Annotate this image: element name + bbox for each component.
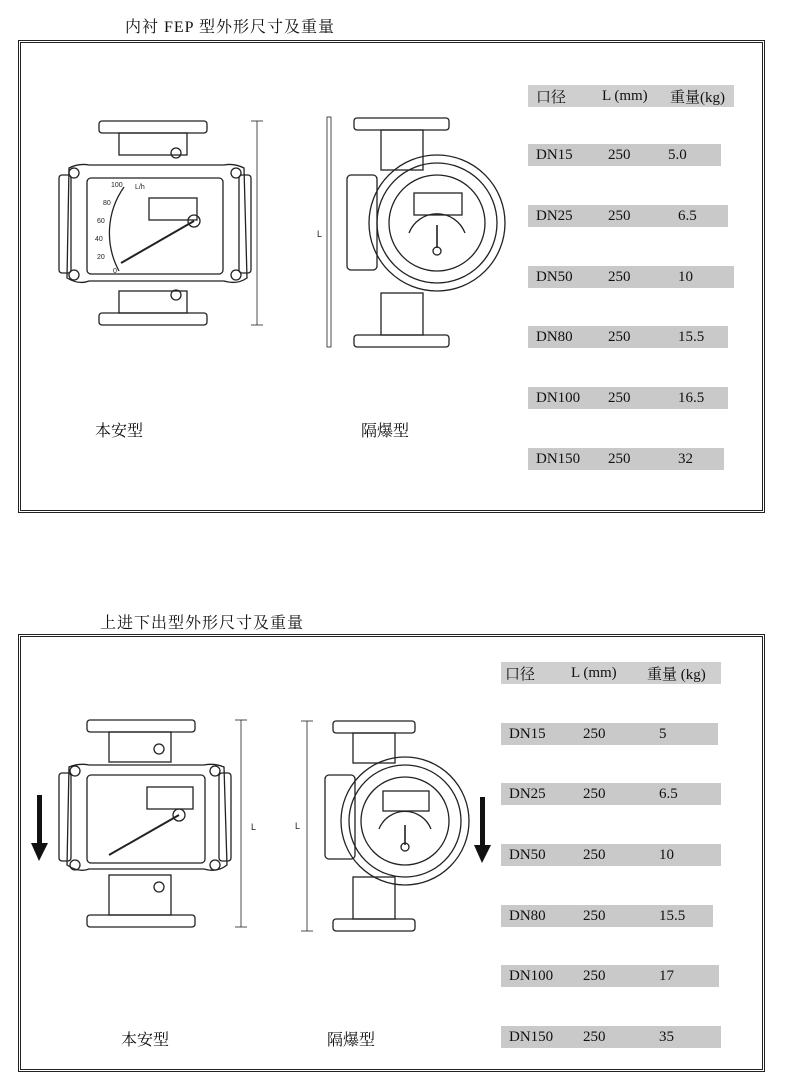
table-1-row [528,266,734,288]
explosion-proof-top-in-drawing [283,717,503,947]
table-cell: 35 [659,1028,674,1045]
scale-0: 0 [113,268,117,275]
table-cell: DN25 [509,785,546,802]
scale-80: 80 [103,200,111,207]
table-cell: 250 [608,328,631,345]
table-cell: 250 [608,207,631,224]
dim-label: L [295,821,301,831]
section-2-title: 上进下出型外形尺寸及重量 [100,615,305,632]
table-cell: 250 [583,725,606,742]
table-cell: 250 [583,846,606,863]
col-bore: 口径 [505,666,536,683]
table-cell: 5.0 [668,146,687,163]
unit-label: L/h [135,184,145,191]
table-cell: 250 [583,967,606,984]
section-1-panel [18,40,765,513]
table-cell: 250 [608,450,631,467]
table-cell: DN50 [509,846,546,863]
dim-label: L [251,822,257,832]
caption-intrinsic-safe: 本安型 [95,423,144,440]
table-cell: 6.5 [678,207,697,224]
table-cell: DN80 [509,907,546,924]
table-1-row [528,387,728,409]
flow-direction-arrow-icon [31,795,48,861]
caption-intrinsic-safe: 本安型 [121,1032,170,1049]
scale-40: 40 [95,236,103,243]
section-2-panel [18,634,765,1072]
col-bore: 口径 [536,89,567,106]
table-2-header [501,662,721,684]
table-2-row [501,783,721,805]
table-1-row [528,144,721,166]
table-1-header [528,85,734,107]
table-2-row [501,965,719,987]
table-cell: 250 [583,1028,606,1045]
table-cell: 32 [678,450,693,467]
table-cell: DN25 [536,207,573,224]
table-cell: 17 [659,967,674,984]
table-cell: 250 [608,146,631,163]
table-2-row [501,844,721,866]
table-1-row [528,326,728,348]
table-cell: DN50 [536,268,573,285]
table-cell: DN80 [536,328,573,345]
table-cell: DN100 [509,967,554,984]
table-1-row [528,448,724,470]
col-length: L (mm) [571,664,617,681]
table-cell: DN15 [509,725,546,742]
dim-label: L [317,229,323,239]
table-cell: 250 [608,268,631,285]
table-2-row [501,905,713,927]
col-weight: 重量(kg) [670,89,725,106]
explosion-proof-flowmeter-drawing [309,113,529,353]
table-cell: DN150 [536,450,581,467]
table-cell: 10 [678,268,693,285]
table-cell: 250 [583,907,606,924]
intrinsic-safe-flowmeter-drawing [39,113,269,353]
caption-explosion-proof: 隔爆型 [327,1032,376,1049]
table-cell: 6.5 [659,785,678,802]
scale-20: 20 [97,254,105,261]
table-1-row [528,205,728,227]
intrinsic-safe-top-in-drawing [29,715,259,945]
section-1-title: 内衬 FEP 型外形尺寸及重量 [125,19,335,36]
caption-explosion-proof: 隔爆型 [361,423,410,440]
table-cell: DN15 [536,146,573,163]
col-length: L (mm) [602,87,648,104]
scale-100: 100 [111,182,123,189]
scale-60: 60 [97,218,105,225]
table-cell: 10 [659,846,674,863]
col-weight: 重量 (kg) [647,666,706,683]
table-cell: 15.5 [678,328,705,345]
table-2-row [501,723,718,745]
table-cell: 16.5 [678,389,705,406]
table-2-row [501,1026,721,1048]
table-cell: 250 [608,389,631,406]
table-cell: 15.5 [659,907,686,924]
table-cell: 250 [583,785,606,802]
table-cell: DN150 [509,1028,554,1045]
table-cell: DN100 [536,389,581,406]
flow-direction-arrow-icon [474,797,491,863]
table-cell: 5 [659,725,667,742]
